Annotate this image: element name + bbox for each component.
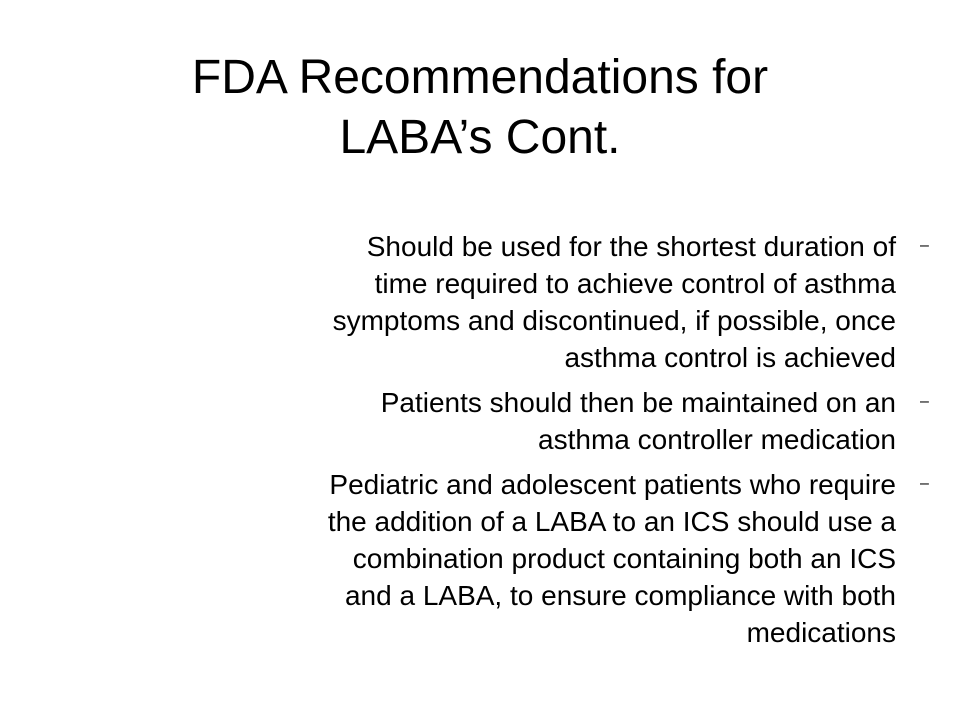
bullet-text — [90, 466, 896, 651]
bullet-list — [90, 228, 950, 659]
bullet-line: asthma control is achieved — [564, 342, 896, 373]
bullet-line: medications — [746, 617, 896, 648]
bullet-item — [90, 228, 950, 376]
bullet-dash: – — [920, 237, 929, 254]
bullet-line: Pediatric and adolescent patients who require — [329, 469, 896, 500]
bullet-line: time required to achieve control of asthma — [374, 268, 896, 299]
bullet-line: Patients should then be maintained on an — [380, 387, 896, 418]
bullet-line: the addition of a LABA to an ICS should use a — [327, 506, 896, 537]
bullet-line: asthma controller medication — [538, 424, 896, 455]
slide-title-line: LABA’s Cont. — [339, 111, 621, 164]
bullet-text — [90, 384, 896, 458]
slide-title-line: FDA Recommendations for — [191, 51, 769, 104]
bullet-dash: – — [920, 475, 929, 492]
bullet-line: symptoms and discontinued, if possible, once — [332, 305, 896, 336]
slide-title — [120, 48, 840, 168]
bullet-line: and a LABA, to ensure compliance with both — [344, 580, 896, 611]
bullet-text — [90, 228, 896, 376]
bullet-line: Should be used for the shortest duration of — [366, 231, 896, 262]
bullet-item — [90, 384, 950, 458]
bullet-line: combination product containing both an ICS — [352, 543, 896, 574]
bullet-item — [90, 466, 950, 651]
bullet-dash: – — [920, 393, 929, 410]
